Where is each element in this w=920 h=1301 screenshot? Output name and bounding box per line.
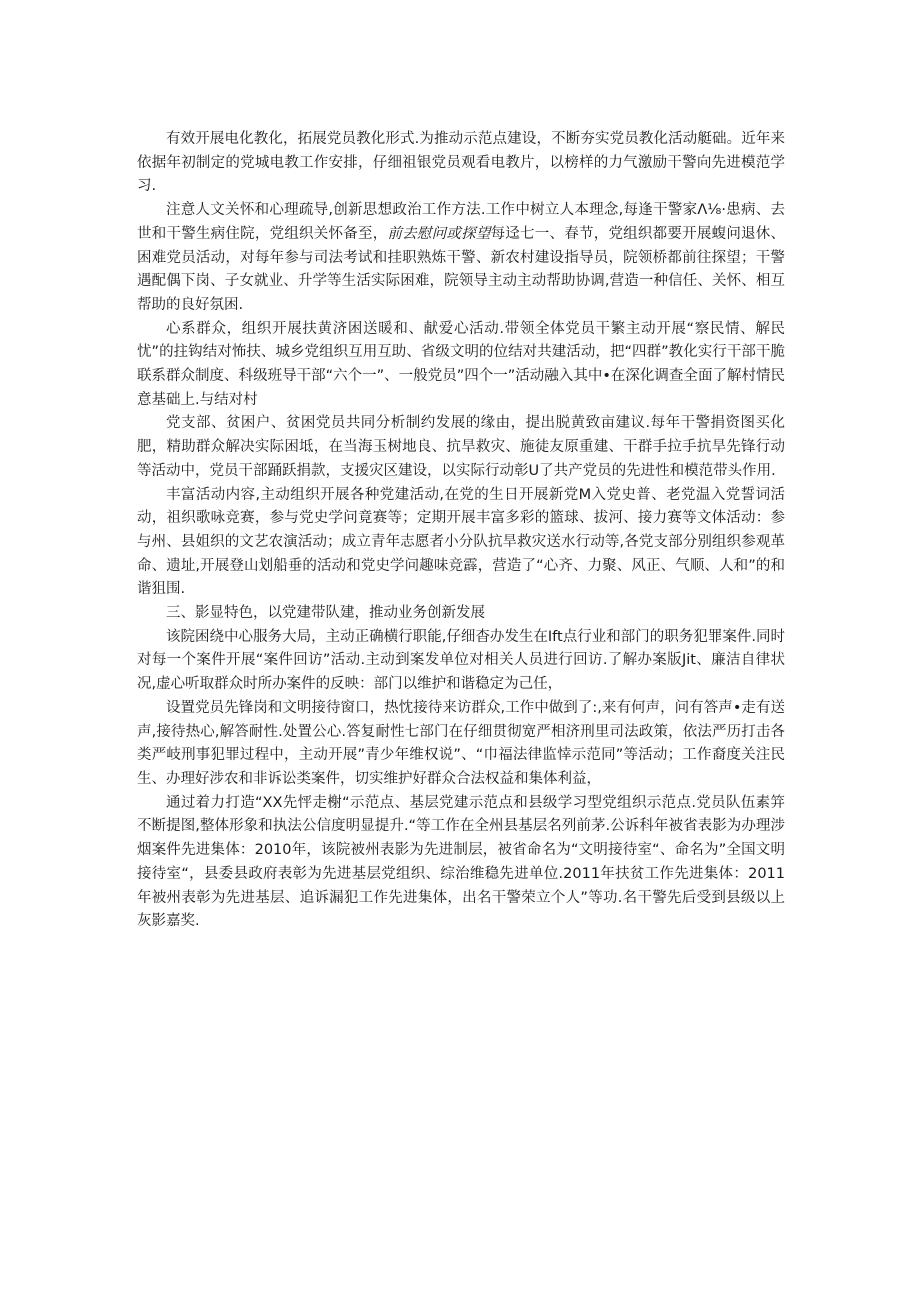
paragraph-8: 通过着力打造“XX先怦走榭“示范点、基层党建示范点和县级学习型党组织示范点.党员队伍素笄不断提图,整体形象和执法公信度明显提升.“等工作在全州县基层名列前茅.公诉科年被省表影为办理涉烟案件先进集体：2010年，该院被州表影为先进制层，被省命名为“文明接待室“、命名为”全国文明接待室“，县委县政府表彰为先进基层党组织、综治维稳先进单位.2011年扶贫工作先进集体：2011年被州表彰为先进基层、追诉漏犯工作先进集体，出名干警荣立个人”等功.名干警先后受到县级以上灰影嘉奖. bbox=[137, 794, 785, 930]
paragraph-2-emphasis: 前去慰问或探望 bbox=[387, 225, 491, 242]
paragraph-2-before: 注意人文关怀和心理疏导,创新思想政治工作方法.工作中树立人本理念,每逢干警家Λ⅛·患病、去世和干警生病住院，党组织关怀备至， bbox=[137, 202, 785, 242]
document-page bbox=[137, 128, 785, 934]
paragraph-2-after: 每迳七一、春节，党组织都要开展蝮问退休、困难党员活动，对每年参与司法考试和挂职熟炼干警、新农村建设指导员，院领桥都前往探望；干警遇配偶下岗、子女就业、升学等生活实际困难，院领导主动主动帮助协调,营造一种信任、关怀、相互帮助的良好氛困. bbox=[137, 225, 786, 313]
paragraph-6: 该院困绕中心服务大局，主动正确横行职能,仔细杳办发生在Ift点行业和部门的职务犯罪案件.同时对每一个案件开展“案件回访”活动.主动到案发单位对相关人员进行回访.了解办案版Jit、廉洁自律状况,虚心听取群众时所办案件的反映：部门以维护和谐稳定为己任， bbox=[137, 628, 785, 693]
section-heading-3: 三、影显特色，以党建带队建，推动业务创新发展 bbox=[166, 605, 485, 622]
paragraph-1: 有效开展电化教化，拓展党员教化形式.为推动示范点建设，不断夯实党员教化活动艇础。近年来依据年初制定的党城电教工作安排，仔细祖银党员观看电教片，以榜样的力气激励干警向先进模范学习. bbox=[137, 131, 785, 195]
paragraph-4: 党支部、贫困户、贫困党员共同分析制约发展的缘由，提出脱黄致亩建议.每年干警捐资图买化肥，精助群众解决实际困坻，在当海玉树地良、抗旱救灾、施徒友原重建、干群手拉手抗旱先锋行动等活动中，党员干部踊跃捐款，支援灾区建设，以实际行动彰U了共产党员的先进性和模范带头作用. bbox=[137, 415, 785, 479]
paragraph-2 bbox=[137, 199, 785, 318]
paragraph-5: 丰富活动内容,主动组织开展各种党建活动,在党的生日开展新党M入党史普、老党温入党誓词活动，祖织歌咏竞赛，参与党史学问竟赛等；定期开展丰富多彩的篮球、拔河、接力赛等文体活动：参与州、县姐织的文艺农演活动；成立青年志愿者小分队抗旱救灾送水行动等,各党支部分别组织参观革命、遗址,开展登山划船垂的活动和党史学问趣味竞霹，营造了“心齐、力聚、风正、气顺、人和”的和谐狙围. bbox=[137, 486, 785, 598]
paragraph-3: 心系群众，组织开展扶黄济困送暖和、献爱心活动.带领全体党员干繁主动开展“察民情、解民忧”的拄钩结对怖扶、城乡党组织互用互助、省级文明的位结对共建活动，把“四群”教化实行干部干脆联系群众制度、科级班导干部“六个一”、一般党员”四个一”活动融入其中•在深化调查全面了解村情民意基础上.与结对村 bbox=[137, 320, 785, 408]
paragraph-7: 设置党员先锋岗和文明接待窗口，热忱接待来访群众,工作中做到了:,来有何声，问有答声•走有送声,接待热心,解答耐性.处置公心.答复耐性七部门在仔细贯彻宽严相济刑里司法政策，依法严历打击各类严岐刑事犯罪过程中，主动开展”青少年维权说”、“巾福法律监悻示范同”等活动；工作裔度关注民生、办理好涉农和非诉讼类案件，切实维护好群众合法权益和集体利益， bbox=[137, 699, 785, 787]
